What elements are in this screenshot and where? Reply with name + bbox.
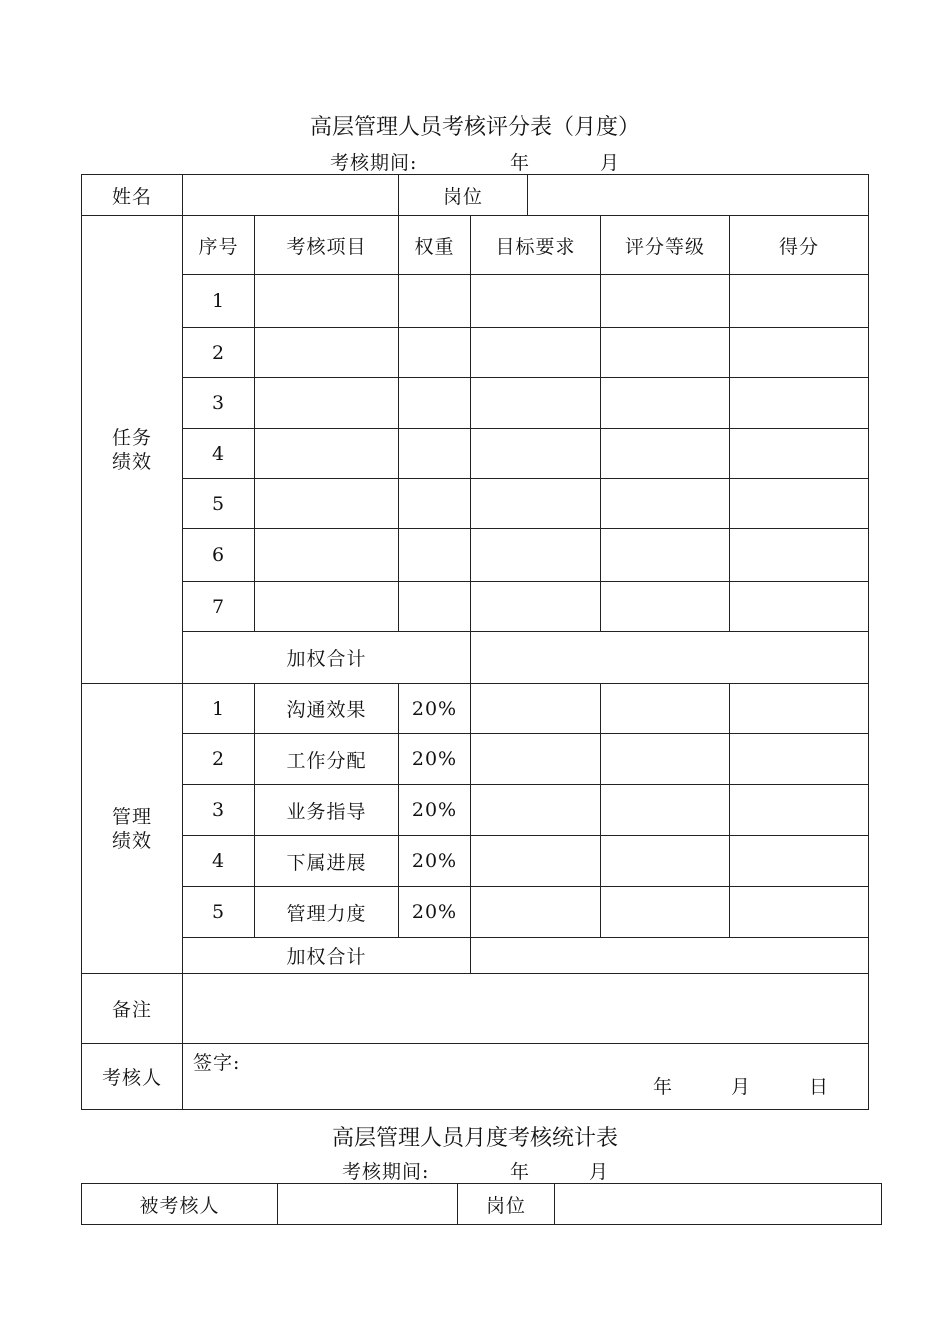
- table-row: [82, 582, 869, 632]
- stats-form-title: 高层管理人员月度考核统计表: [331, 1126, 618, 1151]
- weight-cell[interactable]: [399, 429, 471, 479]
- score-cell[interactable]: [730, 328, 869, 378]
- row-number: 5: [183, 479, 255, 529]
- name-label: 姓名: [82, 175, 183, 216]
- header-no: 序号: [183, 216, 255, 275]
- score-cell[interactable]: [730, 529, 869, 582]
- row-number: 7: [183, 582, 255, 632]
- rating-cell[interactable]: [601, 734, 730, 785]
- score-cell[interactable]: [730, 785, 869, 836]
- row-number: 6: [183, 529, 255, 582]
- table-row: [82, 378, 869, 429]
- stats-table: [81, 1183, 882, 1225]
- header-item: 考核项目: [255, 216, 399, 275]
- target-cell[interactable]: [471, 328, 601, 378]
- item-cell[interactable]: [255, 328, 399, 378]
- weighted-total-label: 加权合计: [183, 938, 471, 974]
- name-field[interactable]: [183, 175, 399, 216]
- header-score: 得分: [730, 216, 869, 275]
- table-row: [82, 328, 869, 378]
- period-year-label: 年: [510, 152, 531, 174]
- row-number: 1: [183, 684, 255, 734]
- remarks-row: [82, 974, 869, 1044]
- header-weight: 权重: [399, 216, 471, 275]
- header-target: 目标要求: [471, 216, 601, 275]
- rating-cell[interactable]: [601, 785, 730, 836]
- target-cell[interactable]: [471, 479, 601, 529]
- assessor-label: 考核人: [82, 1044, 183, 1110]
- table-row: [82, 785, 869, 836]
- score-cell[interactable]: [730, 479, 869, 529]
- item-cell: 沟通效果: [255, 684, 399, 734]
- period-label: 考核期间:: [330, 152, 418, 174]
- item-cell: 下属进展: [255, 836, 399, 887]
- weighted-total-label: 加权合计: [183, 632, 471, 684]
- score-table: [81, 215, 869, 1110]
- weight-cell[interactable]: [399, 529, 471, 582]
- item-cell[interactable]: [255, 582, 399, 632]
- weighted-total-row: [82, 938, 869, 974]
- weight-cell: 20%: [399, 734, 471, 785]
- target-cell[interactable]: [471, 785, 601, 836]
- target-cell[interactable]: [471, 734, 601, 785]
- table-row: [82, 429, 869, 479]
- row-number: 1: [183, 275, 255, 328]
- weight-cell[interactable]: [399, 582, 471, 632]
- row-number: 2: [183, 734, 255, 785]
- assessor-row: [82, 1044, 869, 1110]
- assessment-period: [0, 148, 950, 174]
- header-info-table: [81, 174, 869, 216]
- rating-cell[interactable]: [601, 836, 730, 887]
- rating-cell[interactable]: [601, 582, 730, 632]
- date-year-label: 年: [653, 1076, 674, 1098]
- score-cell[interactable]: [730, 429, 869, 479]
- row-number: 4: [183, 836, 255, 887]
- weight-cell[interactable]: [399, 328, 471, 378]
- table-row: [82, 275, 869, 328]
- assessee-label: 被考核人: [82, 1184, 278, 1225]
- item-cell[interactable]: [255, 529, 399, 582]
- date-day-label: 日: [809, 1076, 830, 1098]
- rating-cell[interactable]: [601, 275, 730, 328]
- table-row: [82, 479, 869, 529]
- signature-label: 签字:: [193, 1052, 241, 1074]
- item-cell: 工作分配: [255, 734, 399, 785]
- table-row: [82, 887, 869, 938]
- target-cell[interactable]: [471, 275, 601, 328]
- rating-cell[interactable]: [601, 378, 730, 429]
- mgmt-section-label: 管理 绩效: [82, 684, 183, 974]
- score-cell[interactable]: [730, 275, 869, 328]
- stats-position-label: 岗位: [458, 1184, 555, 1225]
- item-cell[interactable]: [255, 429, 399, 479]
- target-cell[interactable]: [471, 429, 601, 479]
- score-cell[interactable]: [730, 734, 869, 785]
- remarks-field[interactable]: [183, 974, 869, 1044]
- stats-assessment-period: [0, 1157, 950, 1183]
- table-row: [82, 529, 869, 582]
- position-label: 岗位: [399, 175, 528, 216]
- row-number: 2: [183, 328, 255, 378]
- row-number: 4: [183, 429, 255, 479]
- rating-cell[interactable]: [601, 328, 730, 378]
- stats-period-year-label: 年: [510, 1161, 531, 1183]
- table-row: [82, 836, 869, 887]
- stats-position-field[interactable]: [555, 1184, 882, 1225]
- row-number: 3: [183, 378, 255, 429]
- table-row: [82, 684, 869, 734]
- weighted-total-value[interactable]: [471, 938, 869, 974]
- signature-field[interactable]: [183, 1044, 869, 1110]
- row-number: 5: [183, 887, 255, 938]
- weighted-total-row: [82, 632, 869, 684]
- weighted-total-value[interactable]: [471, 632, 869, 684]
- item-cell[interactable]: [255, 275, 399, 328]
- column-header-row: [82, 216, 869, 275]
- table-row: [82, 734, 869, 785]
- stats-period-month-label: 月: [589, 1161, 610, 1183]
- weight-cell: 20%: [399, 887, 471, 938]
- position-field[interactable]: [528, 175, 869, 216]
- score-cell[interactable]: [730, 836, 869, 887]
- target-cell[interactable]: [471, 582, 601, 632]
- item-cell: 业务指导: [255, 785, 399, 836]
- weight-cell[interactable]: [399, 479, 471, 529]
- score-cell[interactable]: [730, 887, 869, 938]
- period-month-label: 月: [600, 152, 621, 174]
- header-rating: 评分等级: [601, 216, 730, 275]
- score-cell[interactable]: [730, 684, 869, 734]
- rating-cell[interactable]: [601, 529, 730, 582]
- remarks-label: 备注: [82, 974, 183, 1044]
- target-cell[interactable]: [471, 887, 601, 938]
- weight-cell[interactable]: [399, 378, 471, 429]
- row-number: 3: [183, 785, 255, 836]
- item-cell[interactable]: [255, 479, 399, 529]
- weight-cell: 20%: [399, 684, 471, 734]
- weight-cell: 20%: [399, 836, 471, 887]
- weight-cell: 20%: [399, 785, 471, 836]
- score-cell[interactable]: [730, 378, 869, 429]
- target-cell[interactable]: [471, 836, 601, 887]
- assessee-field[interactable]: [278, 1184, 458, 1225]
- target-cell[interactable]: [471, 684, 601, 734]
- rating-cell[interactable]: [601, 887, 730, 938]
- target-cell[interactable]: [471, 378, 601, 429]
- item-cell: 管理力度: [255, 887, 399, 938]
- weight-cell[interactable]: [399, 275, 471, 328]
- rating-cell[interactable]: [601, 684, 730, 734]
- rating-cell[interactable]: [601, 479, 730, 529]
- score-cell[interactable]: [730, 582, 869, 632]
- rating-cell[interactable]: [601, 429, 730, 479]
- task-section-label: 任务 绩效: [82, 216, 183, 684]
- stats-period-label: 考核期间:: [342, 1161, 430, 1183]
- date-month-label: 月: [731, 1076, 752, 1098]
- target-cell[interactable]: [471, 529, 601, 582]
- form-title: 高层管理人员考核评分表（月度）: [309, 115, 640, 140]
- item-cell[interactable]: [255, 378, 399, 429]
